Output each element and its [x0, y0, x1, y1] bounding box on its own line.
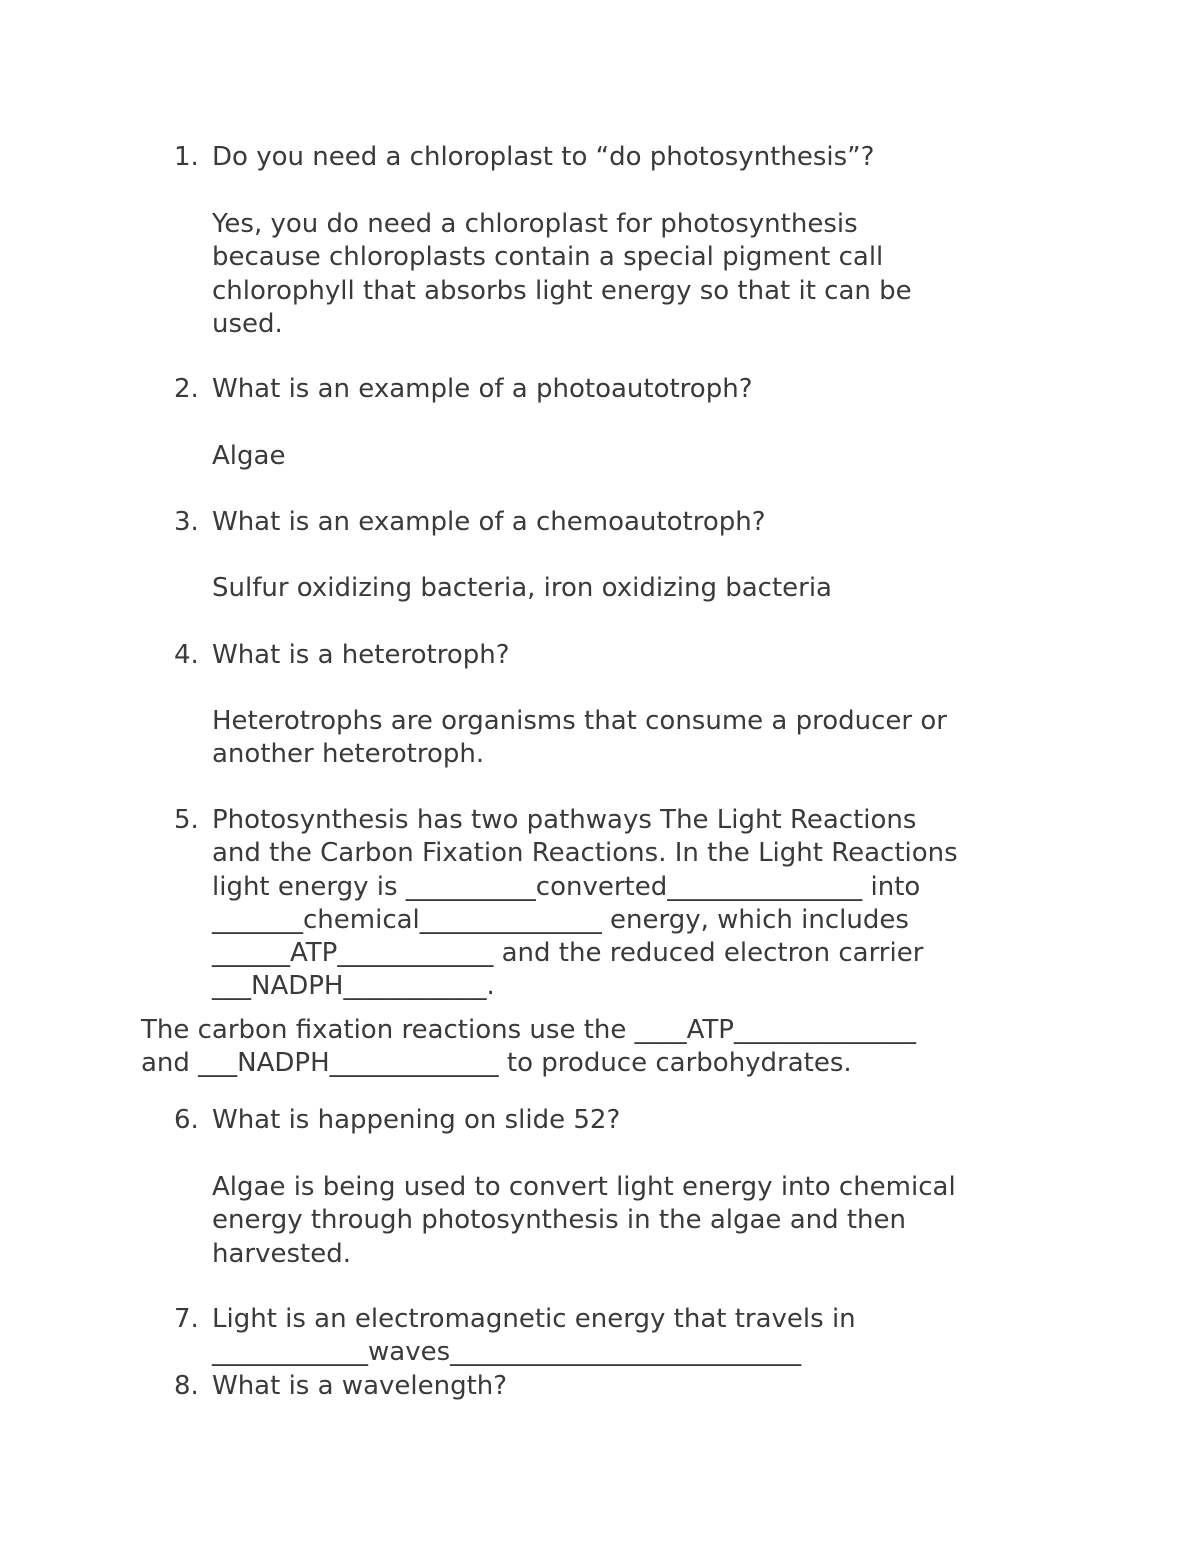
- question-8: What is a wavelength?: [212, 1371, 508, 1401]
- question-5-fill-in: Photosynthesis has two pathways The Light Reactions and the Carbon Fixation Reactions. In the Light Reactions light energy is __________converted_______________ into _______chemical______________ energy, which includes ______ATP____________ and the reduced electron carrier ___NADPH___________.: [212, 805, 958, 1002]
- question-3: What is an example of a chemoautotroph?: [212, 507, 766, 537]
- answer-3: Sulfur oxidizing bacteria, iron oxidizing bacteria: [212, 573, 832, 603]
- item-number: 6.: [174, 1105, 199, 1135]
- item-number: 7.: [174, 1304, 199, 1334]
- question-2: What is an example of a photoautotroph?: [212, 374, 753, 404]
- answer-2: Algae: [212, 441, 286, 471]
- question-1: Do you need a chloroplast to “do photosynthesis”?: [212, 142, 875, 172]
- question-4: What is a heterotroph?: [212, 640, 510, 670]
- item-number: 5.: [174, 805, 199, 835]
- item-number: 8.: [174, 1371, 199, 1401]
- answer-4: Heterotrophs are organisms that consume a producer or another heterotroph.: [212, 706, 947, 770]
- question-6: What is happening on slide 52?: [212, 1105, 621, 1135]
- question-5-continuation: The carbon fixation reactions use the ____ATP______________ and ___NADPH_____________ to produce carbohydrates.: [141, 1015, 916, 1079]
- item-number: 1.: [174, 142, 199, 172]
- answer-1: Yes, you do need a chloroplast for photosynthesis because chloroplasts contain a special pigment call chlorophyll that absorbs light energy so that it can be used.: [212, 209, 912, 339]
- item-number: 4.: [174, 640, 199, 670]
- item-number: 3.: [174, 507, 199, 537]
- answer-6: Algae is being used to convert light energy into chemical energy through photosynthesis in the algae and then harvested.: [212, 1172, 956, 1269]
- question-7-fill-in: Light is an electromagnetic energy that travels in ____________waves___________________________: [212, 1304, 856, 1368]
- item-number: 2.: [174, 374, 199, 404]
